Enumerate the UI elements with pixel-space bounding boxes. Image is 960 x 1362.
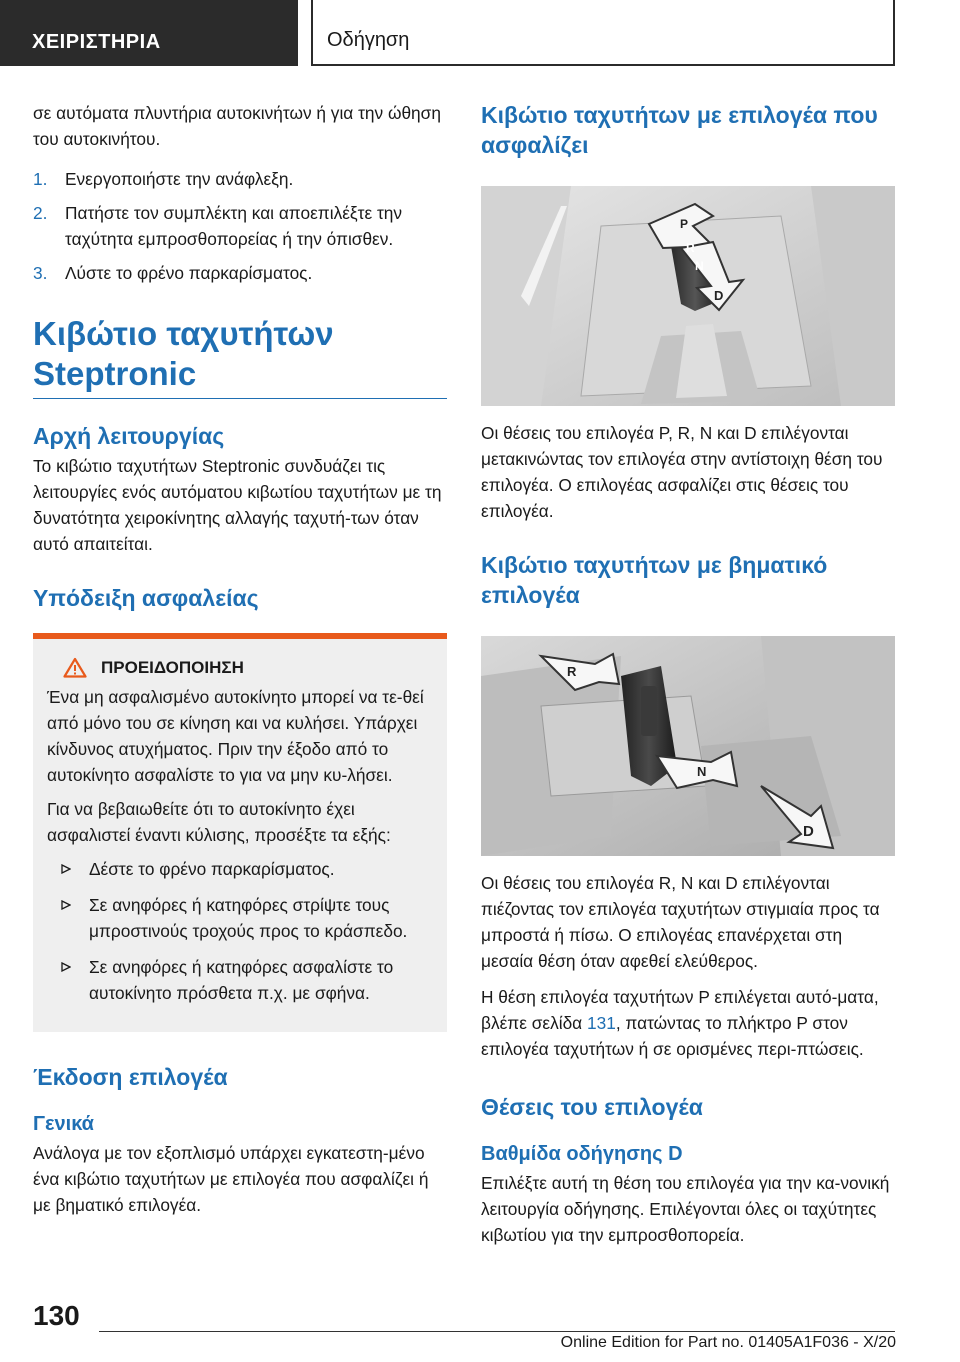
step-item — [33, 200, 447, 252]
heading-stepped-selector: Κιβώτιο ταχυτήτων με βηματικό επιλογέα — [481, 552, 828, 608]
list-item — [47, 954, 433, 1006]
step-number: 3. — [33, 263, 48, 283]
heading-selector-positions: Θέσεις του επιλογέα — [481, 1094, 703, 1120]
general-text: Ανάλογα με τον εξοπλισμό υπάρχει εγκατεστη-μένο ένα κιβώτιο ταχυτήτων με επιλογέα που ασφαλίζει ή με βηματικό επιλογέα. — [33, 1143, 429, 1215]
heading-safety: Υπόδειξη ασφαλείας — [33, 585, 259, 611]
page-number: 130 — [33, 1300, 80, 1331]
step-item — [33, 166, 447, 192]
right-column — [481, 100, 895, 1248]
page-header — [0, 0, 960, 66]
edition-text: Online Edition for Part no. 01405A1F036 - X/20 — [560, 1334, 896, 1351]
heading-drive-d: Βαθμίδα οδήγησης D — [481, 1143, 683, 1165]
heading-selector-version: Έκδοση επιλογέα — [33, 1064, 228, 1090]
warning-triangle-icon — [63, 657, 87, 678]
section-title: Οδήγηση — [311, 0, 895, 66]
list-item-text: Σε ανηφόρες ή κατηφόρες ασφαλίστε το αυτοκίνητο πρόσθετα π.χ. με σφήνα. — [89, 957, 394, 1003]
principle-text: Το κιβώτιο ταχυτήτων Steptronic συνδυάζει τις λειτουργίες ενός αυτόματου κιβωτίου ταχυτήτων με τη δυνατότητα χειροκίνητης αλλαγής ταχυτή-των όταν αυτό απαιτείται. — [33, 456, 442, 554]
gear-label-p: P — [680, 217, 689, 231]
chapter-tab: ΧΕΙΡΙΣΤΗΡΙΑ — [0, 0, 298, 66]
list-item-text: Σε ανηφόρες ή κατηφόρες στρίψτε τους μπροστινούς τροχούς προς το κράσπεδο. — [89, 895, 408, 941]
warning-paragraph: Για να βεβαιωθείτε ότι το αυτοκίνητο έχει ασφαλιστεί έναντι κύλισης, προσέξτε τα εξής: — [47, 799, 391, 845]
step-text: Λύστε το φρένο παρκαρίσματος. — [65, 263, 313, 283]
gear-label-d: D — [714, 288, 724, 303]
warning-box — [33, 633, 447, 1032]
intro-paragraph: σε αυτόματα πλυντήρια αυτοκινήτων ή για την ώθηση του αυτοκινήτου. — [33, 103, 441, 149]
locking-selector-text: Οι θέσεις του επιλογέα P, R, N και D επιλέγονται μετακινώντας τον επιλογέα στην αντίστοιχη θέση του επιλογέα. Ο επιλογέας ασφαλίζει στις θέσεις του επιλογέα. — [481, 423, 883, 521]
park-text-b: , πατώντας το πλήκτρο P στον επιλογέα ταχυτήτων ή σε ορισμένες περι-πτώσεις. — [481, 1013, 864, 1059]
gear-label-n: N — [695, 259, 704, 273]
list-item — [47, 856, 433, 882]
heading-steptronic: Κιβώτιο ταχυτήτων Steptronic — [33, 314, 447, 399]
park-position-text — [481, 984, 895, 1062]
step-number: 1. — [33, 169, 48, 189]
locking-selector-image — [481, 186, 895, 406]
gear-label-n: N — [697, 764, 707, 779]
heading-general: Γενικά — [33, 1113, 94, 1135]
warning-paragraph: Ένα μη ασφαλισμένο αυτοκίνητο μπορεί να τε-θεί από μόνο του σε κίνηση και να κυλήσει. Υπάρχει κίνδυνος ατυχήματος. Πριν την έξοδο από το αυτοκίνητο ασφαλίστε το για να μην κυ-λήσει. — [47, 687, 424, 785]
warning-title — [47, 657, 433, 678]
gear-label-r: R — [686, 241, 695, 255]
left-column — [33, 100, 447, 1218]
triangle-bullet-icon — [61, 864, 71, 874]
step-text: Πατήστε τον συμπλέκτη και αποεπιλέξτε την ταχύτητα εμπροσθοπορείας ή την όπισθεν. — [65, 203, 403, 249]
triangle-bullet-icon — [61, 900, 71, 910]
drive-text: Επιλέξτε αυτή τη θέση του επιλογέα για την κα-νονική λειτουργία οδήγησης. Επιλέγονται όλες οι ταχύτητες κιβωτίου για την εμπροσθοπορεία. — [481, 1173, 890, 1245]
list-item — [47, 892, 433, 944]
warning-list — [47, 856, 433, 1006]
stepped-selector-text: Οι θέσεις του επιλογέα R, N και D επιλέγονται πιέζοντας τον επιλογέα ταχυτήτων στιγμιαία προς τα μπροστά ή πίσω. Ο επιλογέας επανέρχεται στη μεσαία θέση όταν αφεθεί ελεύθερος. — [481, 873, 880, 971]
warning-title-text: ΠΡΟΕΙΔΟΠΟΙΗΣΗ — [101, 657, 244, 677]
step-text: Ενεργοποιήστε την ανάφλεξη. — [65, 169, 294, 189]
page-reference-link[interactable]: 131 — [586, 1013, 616, 1033]
gear-label-r: R — [567, 664, 577, 679]
triangle-bullet-icon — [61, 962, 71, 972]
gear-label-d: D — [803, 823, 814, 840]
step-number: 2. — [33, 203, 48, 223]
heading-locking-selector: Κιβώτιο ταχυτήτων με επιλογέα που ασφαλίζει — [481, 102, 878, 158]
step-item — [33, 260, 447, 286]
footer-divider — [99, 1331, 895, 1332]
stepped-selector-image — [481, 636, 895, 856]
list-item-text: Δέστε το φρένο παρκαρίσματος. — [89, 859, 335, 879]
heading-principle: Αρχή λειτουργίας — [33, 423, 225, 449]
steps-list — [33, 166, 447, 286]
park-text-a: Η θέση επιλογέα ταχυτήτων P επιλέγεται αυτό-ματα, βλέπε σελίδα — [481, 987, 879, 1033]
